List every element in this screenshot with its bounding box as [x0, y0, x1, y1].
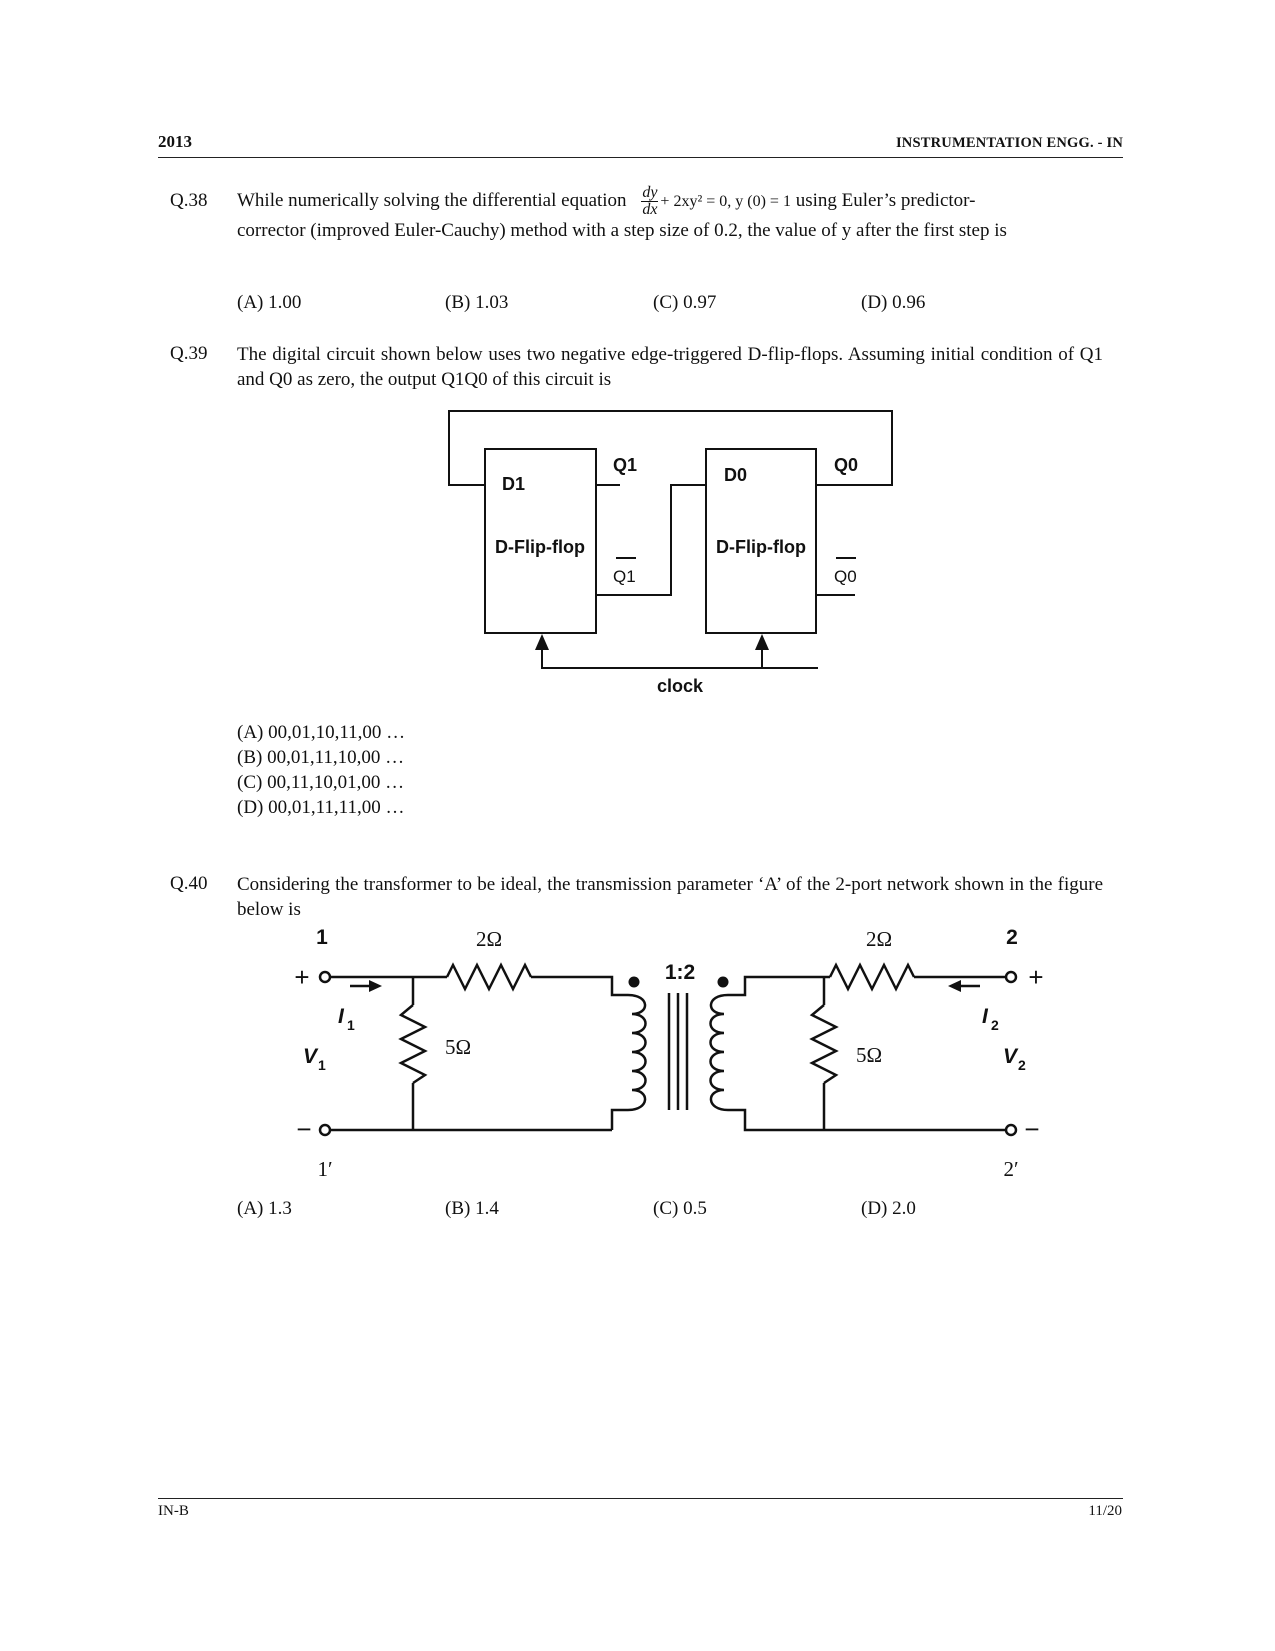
q38-number: Q.38	[170, 190, 208, 211]
header-subject: INSTRUMENTATION ENGG. - IN	[895, 135, 1123, 151]
q39-option-b: (B) 00,01,11,10,00 …	[237, 747, 405, 768]
q39-number: Q.39	[170, 343, 208, 364]
q38-line2: corrector (improved Euler-Cauchy) method with a step size of 0.2, the value of y after the first step is	[237, 220, 1007, 241]
clock-wire	[542, 638, 818, 668]
q40-option-a: (A) 1.3	[237, 1198, 292, 1219]
header-year: 2013	[158, 132, 192, 151]
label-r-shunt-right: 5Ω	[855, 1043, 883, 1067]
q39-options	[237, 720, 405, 820]
footer-page-number: 11/20	[1088, 1503, 1122, 1519]
q38-text-before: While numerically solving the differential equation	[237, 190, 627, 211]
q40-text: Considering the transformer to be ideal, the transmission parameter ‘A’ of the 2-port network shown in the figure below is	[237, 874, 1103, 920]
label-r-series-left: 2Ω	[475, 927, 503, 951]
q40-option-d: (D) 2.0	[861, 1198, 916, 1219]
plus-right: +	[1028, 962, 1044, 992]
label-ff0: D-Flip-flop	[716, 537, 806, 557]
plus-left: +	[294, 962, 310, 992]
q39-option-c: (C) 00,11,10,01,00 …	[237, 772, 405, 793]
terminal-2	[1006, 972, 1016, 982]
q38-option-c: (C) 0.97	[653, 292, 717, 313]
label-v1-sub: 1	[318, 1057, 326, 1073]
label-d0: D0	[724, 465, 748, 485]
label-q1bar: Q1	[613, 567, 636, 586]
q39-option-a: (A) 00,01,10,11,00 …	[237, 722, 406, 743]
terminal-1-prime	[320, 1125, 330, 1135]
secondary-dot	[718, 977, 729, 988]
label-port1-prime: 1′	[317, 1157, 333, 1180]
minus-left: −	[296, 1114, 312, 1144]
label-v2-sub: 2	[1018, 1057, 1026, 1073]
label-i2: I	[982, 1005, 988, 1028]
q38-text-after: using Euler’s predictor-	[795, 190, 976, 211]
two-port-network	[0, 900, 1275, 1180]
primary-dot	[629, 977, 640, 988]
label-port2: 2	[1006, 926, 1018, 949]
i1-arrow	[369, 980, 382, 992]
footer-rule	[158, 1498, 1123, 1499]
label-q0bar: Q0	[834, 567, 857, 586]
label-q0: Q0	[834, 455, 859, 475]
network-wires	[330, 965, 1005, 1130]
label-r-shunt-left: 5Ω	[444, 1035, 472, 1059]
q40-option-c: (C) 0.5	[653, 1198, 707, 1219]
label-ratio: 1:2	[664, 961, 696, 984]
terminal-2-prime	[1006, 1125, 1016, 1135]
label-d1: D1	[502, 474, 526, 494]
label-q1: Q1	[613, 455, 638, 475]
label-clock: clock	[656, 676, 704, 696]
q40-number: Q.40	[170, 873, 208, 894]
q38-frac-den: dx	[642, 201, 658, 219]
q38-option-a: (A) 1.00	[237, 292, 302, 313]
q40-option-b: (B) 1.4	[445, 1198, 499, 1219]
clock-arrow-ff0	[755, 634, 769, 650]
i2-arrow	[948, 980, 961, 992]
clock-arrow-ff1	[535, 634, 549, 650]
label-v2: V	[1003, 1045, 1018, 1068]
q39-text: The digital circuit shown below uses two negative edge-triggered D-flip-flops. Assuming initial condition of Q1 and Q0 as zero, the output Q1Q0 of this circuit is	[237, 344, 1103, 390]
q38-option-d: (D) 0.96	[861, 292, 926, 313]
label-i1-sub: 1	[347, 1017, 355, 1033]
terminal-1	[320, 972, 330, 982]
q38-frac-num: dy	[642, 184, 658, 202]
q39-option-d: (D) 00,01,11,11,00 …	[237, 797, 405, 818]
q38-option-b: (B) 1.03	[445, 292, 509, 313]
minus-right: −	[1024, 1114, 1040, 1144]
label-port1: 1	[316, 926, 328, 949]
flip-flop-circuit	[0, 0, 1275, 720]
label-r-series-right: 2Ω	[865, 927, 893, 951]
label-i2-sub: 2	[991, 1017, 999, 1033]
label-ff1: D-Flip-flop	[495, 537, 585, 557]
q38-equation: + 2xy² = 0, y (0) = 1	[660, 193, 791, 210]
label-i1: I	[338, 1005, 344, 1028]
label-port2-prime: 2′	[1003, 1157, 1019, 1180]
label-v1: V	[303, 1045, 318, 1068]
footer-code: IN-B	[158, 1503, 189, 1519]
